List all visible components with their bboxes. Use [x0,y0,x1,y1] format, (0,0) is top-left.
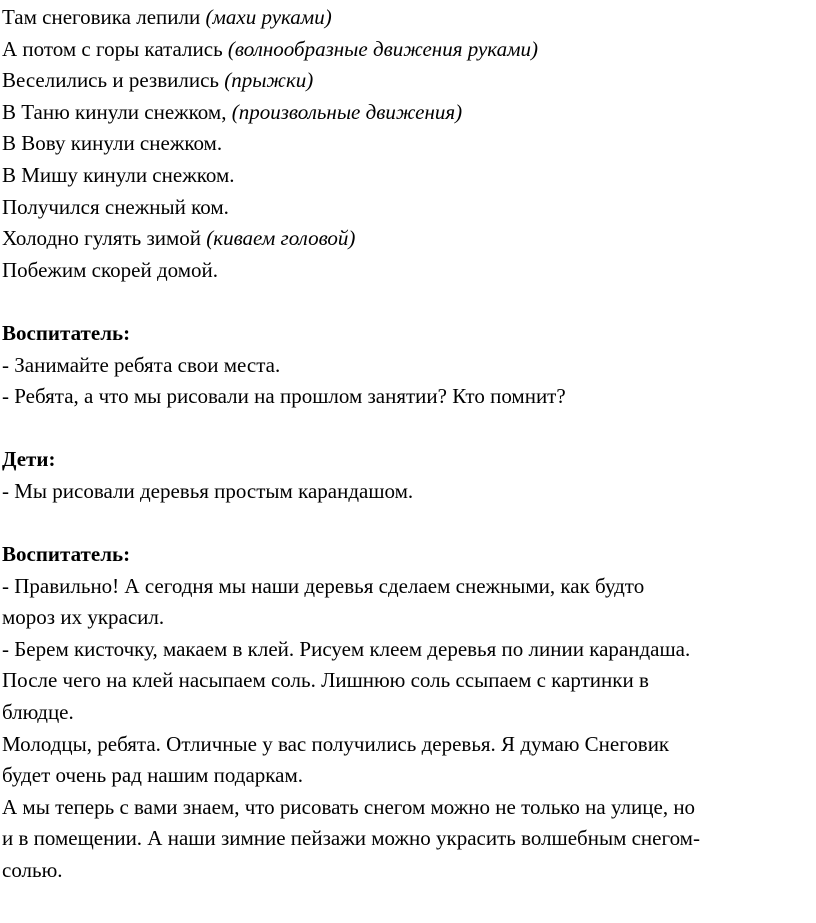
document-page [2,0,814,887]
movement-note: (киваем головой) [206,226,356,251]
poem-line [2,34,814,66]
speaker-label: Воспитатель: [2,320,131,345]
dialogue-block-teacher-2 [2,539,814,887]
poem-line [2,65,814,97]
paragraph-gap [2,508,814,540]
poem-line-text: Холодно гулять зимой [2,226,207,251]
speaker-label: Воспитатель: [2,542,131,567]
dialogue-line: мороз их украсил. [2,605,165,630]
dialogue-line: и в помещении. А наши зимние пейзажи можно украсить волшебным снегом- [2,826,700,851]
poem-line-text: В Вову кинули снежком. [2,131,223,156]
movement-note: (махи руками) [205,5,332,29]
poem-line [2,223,814,255]
dialogue-block-children [2,444,814,507]
dialogue-line: - Занимайте ребята свои места. [2,352,281,377]
dialogue-line: блюдце. [2,700,74,725]
dialogue-line: Молодцы, ребята. Отличные у вас получились деревья. Я думаю Снеговик [2,731,670,756]
paragraph-gap [2,413,814,445]
poem-line-text: В Мишу кинули снежком. [2,162,235,187]
movement-note: (произвольные движения) [231,99,463,124]
dialogue-line: А мы теперь с вами знаем, что рисовать снегом можно не только на улице, но [2,794,696,819]
paragraph-gap [2,286,814,318]
dialogue-line: - Ребята, а что мы рисовали на прошлом занятии? Кто помнит? [2,384,566,409]
poem-line [2,255,814,287]
dialogue-line: - Мы рисовали деревья простым карандашом. [2,478,414,503]
poem-line [2,128,814,160]
poem-line-text: Там снеговика лепили [2,5,206,29]
dialogue-line: - Берем кисточку, макаем в клей. Рисуем клеем деревья по линии карандаша. [2,636,691,661]
dialogue-line: солью. [2,858,63,883]
poem-line [2,192,814,224]
dialogue-line: После чего на клей насыпаем соль. Лишнюю соль ссыпаем с картинки в [2,668,649,693]
poem-line [2,97,814,129]
dialogue-block-teacher-1 [2,318,814,413]
movement-note: (волнообразные движения руками) [227,36,538,61]
poem-line [2,2,814,34]
poem-line-text: В Таню кинули снежком, [2,99,232,124]
poem-line-text: А потом с горы катались [2,36,228,61]
poem-block [2,2,814,286]
dialogue-line: - Правильно! А сегодня мы наши деревья сделаем снежными, как будто [2,573,645,598]
poem-line-text: Веселились и резвились [2,68,225,93]
speaker-label: Дети: [2,447,56,472]
poem-line [2,160,814,192]
poem-line-text: Побежим скорей домой. [2,257,219,282]
movement-note: (прыжки) [224,68,314,93]
dialogue-line: будет очень рад нашим подаркам. [2,763,304,788]
poem-line-text: Получился снежный ком. [2,194,229,219]
